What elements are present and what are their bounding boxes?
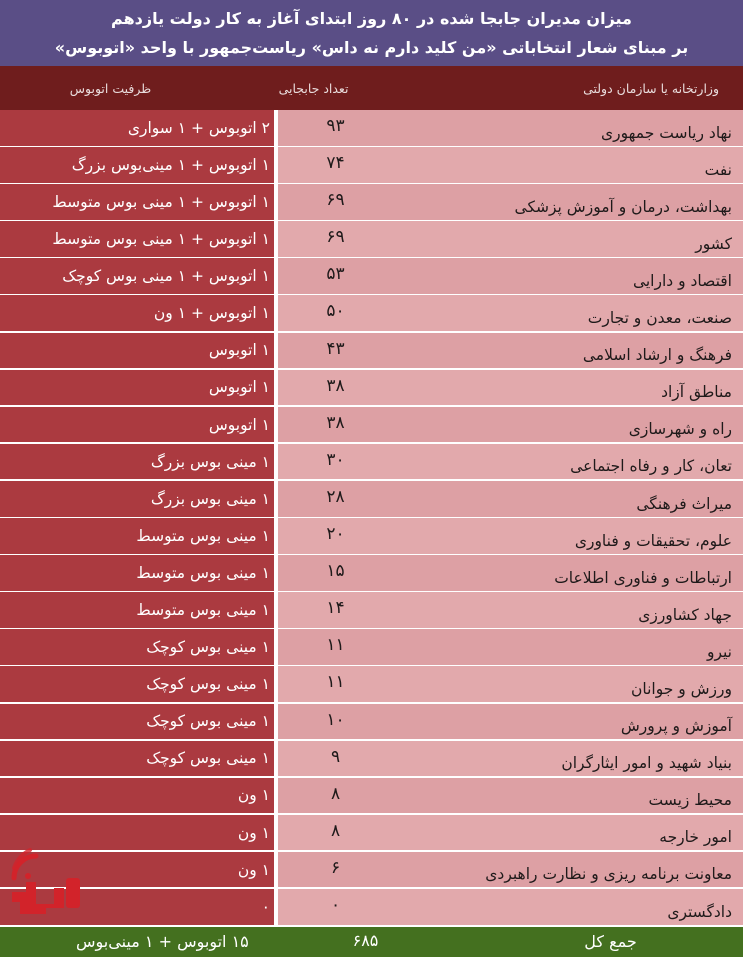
org-cell: نیرو bbox=[278, 629, 743, 665]
capacity-cell: ۱ مینی بوس متوسط bbox=[0, 518, 276, 554]
org-cell: صنعت، معدن و تجارت bbox=[278, 295, 743, 331]
table-row bbox=[0, 741, 743, 778]
count-cell: ۳۰ bbox=[326, 449, 345, 470]
table-row bbox=[0, 778, 743, 815]
count-cell: ۱۴ bbox=[326, 598, 345, 619]
count-cell: ۱۱ bbox=[326, 635, 345, 656]
count-cell: ۹۳ bbox=[326, 116, 345, 136]
org-cell: تعان، کار و رفاه اجتماعی bbox=[278, 444, 743, 480]
table-footer-total bbox=[0, 927, 743, 957]
count-cell: ۱۰ bbox=[326, 709, 345, 730]
count-cell: ۱۵ bbox=[326, 561, 345, 582]
org-cell: محیط زیست bbox=[278, 778, 743, 814]
org-cell: آموزش و پرورش bbox=[278, 704, 743, 740]
count-cell: ۸ bbox=[330, 820, 341, 841]
capacity-cell: ۱ اتوبوس + ۱ ون bbox=[0, 295, 276, 331]
header-capacity: ظرفیت اتوبوس bbox=[69, 80, 152, 96]
table-row bbox=[0, 555, 743, 592]
table-row bbox=[0, 258, 743, 295]
org-cell: ورزش و جوانان bbox=[278, 666, 743, 702]
capacity-cell: ۱ اتوبوس bbox=[0, 333, 276, 369]
capacity-cell: ۱ اتوبوس + ۱ مینی بوس متوسط bbox=[0, 221, 276, 257]
table-row bbox=[0, 629, 743, 666]
table-row bbox=[0, 333, 743, 370]
table-body bbox=[0, 110, 743, 926]
capacity-cell: ۱ مینی بوس کوچک bbox=[0, 704, 276, 740]
count-cell: ۴۳ bbox=[326, 338, 345, 359]
capacity-cell: ۱ ون bbox=[0, 778, 276, 814]
capacity-cell: ۱ ون bbox=[0, 852, 276, 888]
title-line-2: بر مبنای شعار انتخاباتی «من کلید دارم نه داس» ریاست‌جمهور با واحد «اتوبوس» bbox=[54, 38, 689, 57]
table-row bbox=[0, 221, 743, 258]
table-row bbox=[0, 889, 743, 926]
org-cell: فرهنگ و ارشاد اسلامی bbox=[278, 333, 743, 369]
org-cell: مناطق آزاد bbox=[278, 370, 743, 406]
table-row bbox=[0, 704, 743, 741]
capacity-cell: ۲ اتوبوس + ۱ سواری bbox=[0, 110, 276, 146]
count-cell: ۷۴ bbox=[326, 153, 345, 174]
table-row bbox=[0, 444, 743, 481]
capacity-cell: ۱ ون bbox=[0, 815, 276, 851]
table-row bbox=[0, 666, 743, 703]
table-title bbox=[0, 0, 743, 66]
table-row bbox=[0, 815, 743, 852]
org-cell: نفت bbox=[278, 147, 743, 183]
header-org: وزارتخانه یا سازمان دولتی bbox=[583, 80, 719, 96]
count-cell: ۸ bbox=[330, 783, 341, 804]
title-line-1: میزان مدیران جابجا شده در ۸۰ روز ابتدای آغاز به کار دولت یازدهم bbox=[111, 9, 632, 28]
count-cell: ۹ bbox=[330, 746, 341, 767]
table-row bbox=[0, 852, 743, 889]
capacity-cell: ۱ اتوبوس + ۱ مینی‌بوس بزرگ bbox=[0, 147, 276, 183]
org-cell: معاونت برنامه ریزی و نظارت راهبردی bbox=[278, 852, 743, 888]
org-cell: بنیاد شهید و امور ایثارگران bbox=[278, 741, 743, 777]
capacity-cell: ۱ مینی بوس متوسط bbox=[0, 555, 276, 591]
header-count: تعداد جابجایی bbox=[278, 80, 349, 96]
count-cell: ۶۹ bbox=[326, 227, 345, 248]
table-row bbox=[0, 110, 743, 147]
capacity-cell: ۱ مینی بوس کوچک bbox=[0, 666, 276, 702]
count-cell: ۶ bbox=[330, 857, 341, 878]
total-count: ۶۸۵ bbox=[352, 931, 379, 950]
table-row bbox=[0, 481, 743, 518]
total-label: جمع کل bbox=[584, 932, 637, 951]
org-cell: ارتباطات و فناوری اطلاعات bbox=[278, 555, 743, 591]
count-cell: ۵۰ bbox=[326, 301, 345, 322]
row-divider bbox=[0, 925, 743, 927]
count-cell: ۵۳ bbox=[326, 264, 345, 285]
count-cell: ۳۸ bbox=[326, 412, 345, 433]
count-cell: ۶۹ bbox=[326, 190, 345, 211]
count-cell: ۱۱ bbox=[326, 672, 345, 693]
org-cell: میراث فرهنگی bbox=[278, 481, 743, 517]
capacity-cell: ۱ مینی بوس کوچک bbox=[0, 741, 276, 777]
org-cell: اقتصاد و دارایی bbox=[278, 258, 743, 294]
table-row bbox=[0, 147, 743, 184]
table-header bbox=[0, 66, 743, 110]
org-cell: امور خارجه bbox=[278, 815, 743, 851]
org-cell: جهاد کشاورزی bbox=[278, 592, 743, 628]
count-cell: ۲۰ bbox=[326, 524, 345, 545]
table-row bbox=[0, 592, 743, 629]
total-capacity: ۱۵ اتوبوس + ۱ مینی‌بوس bbox=[76, 932, 249, 951]
org-cell: دادگستری bbox=[278, 889, 743, 925]
capacity-cell: ۰ bbox=[0, 889, 276, 925]
capacity-cell: ۱ اتوبوس bbox=[0, 370, 276, 406]
table-row bbox=[0, 370, 743, 407]
capacity-cell: ۱ مینی بوس کوچک bbox=[0, 629, 276, 665]
org-cell: کشور bbox=[278, 221, 743, 257]
capacity-cell: ۱ اتوبوس bbox=[0, 407, 276, 443]
table-row bbox=[0, 407, 743, 444]
capacity-cell: ۱ اتوبوس + ۱ مینی بوس کوچک bbox=[0, 258, 276, 294]
table-row bbox=[0, 184, 743, 221]
table-row bbox=[0, 295, 743, 332]
broadcast-logo-icon bbox=[6, 848, 86, 924]
org-cell: بهداشت، درمان و آموزش پزشکی bbox=[278, 184, 743, 220]
count-cell: ۲۸ bbox=[326, 486, 345, 507]
capacity-cell: ۱ مینی بوس بزرگ bbox=[0, 481, 276, 517]
capacity-cell: ۱ مینی بوس بزرگ bbox=[0, 444, 276, 480]
count-cell: ۳۸ bbox=[326, 375, 345, 396]
org-cell: نهاد ریاست جمهوری bbox=[278, 110, 743, 146]
count-cell: ۰ bbox=[330, 894, 341, 915]
org-cell: علوم، تحقیقات و فناوری bbox=[278, 518, 743, 554]
capacity-cell: ۱ اتوبوس + ۱ مینی بوس متوسط bbox=[0, 184, 276, 220]
capacity-cell: ۱ مینی بوس متوسط bbox=[0, 592, 276, 628]
table-row bbox=[0, 518, 743, 555]
org-cell: راه و شهرسازی bbox=[278, 407, 743, 443]
